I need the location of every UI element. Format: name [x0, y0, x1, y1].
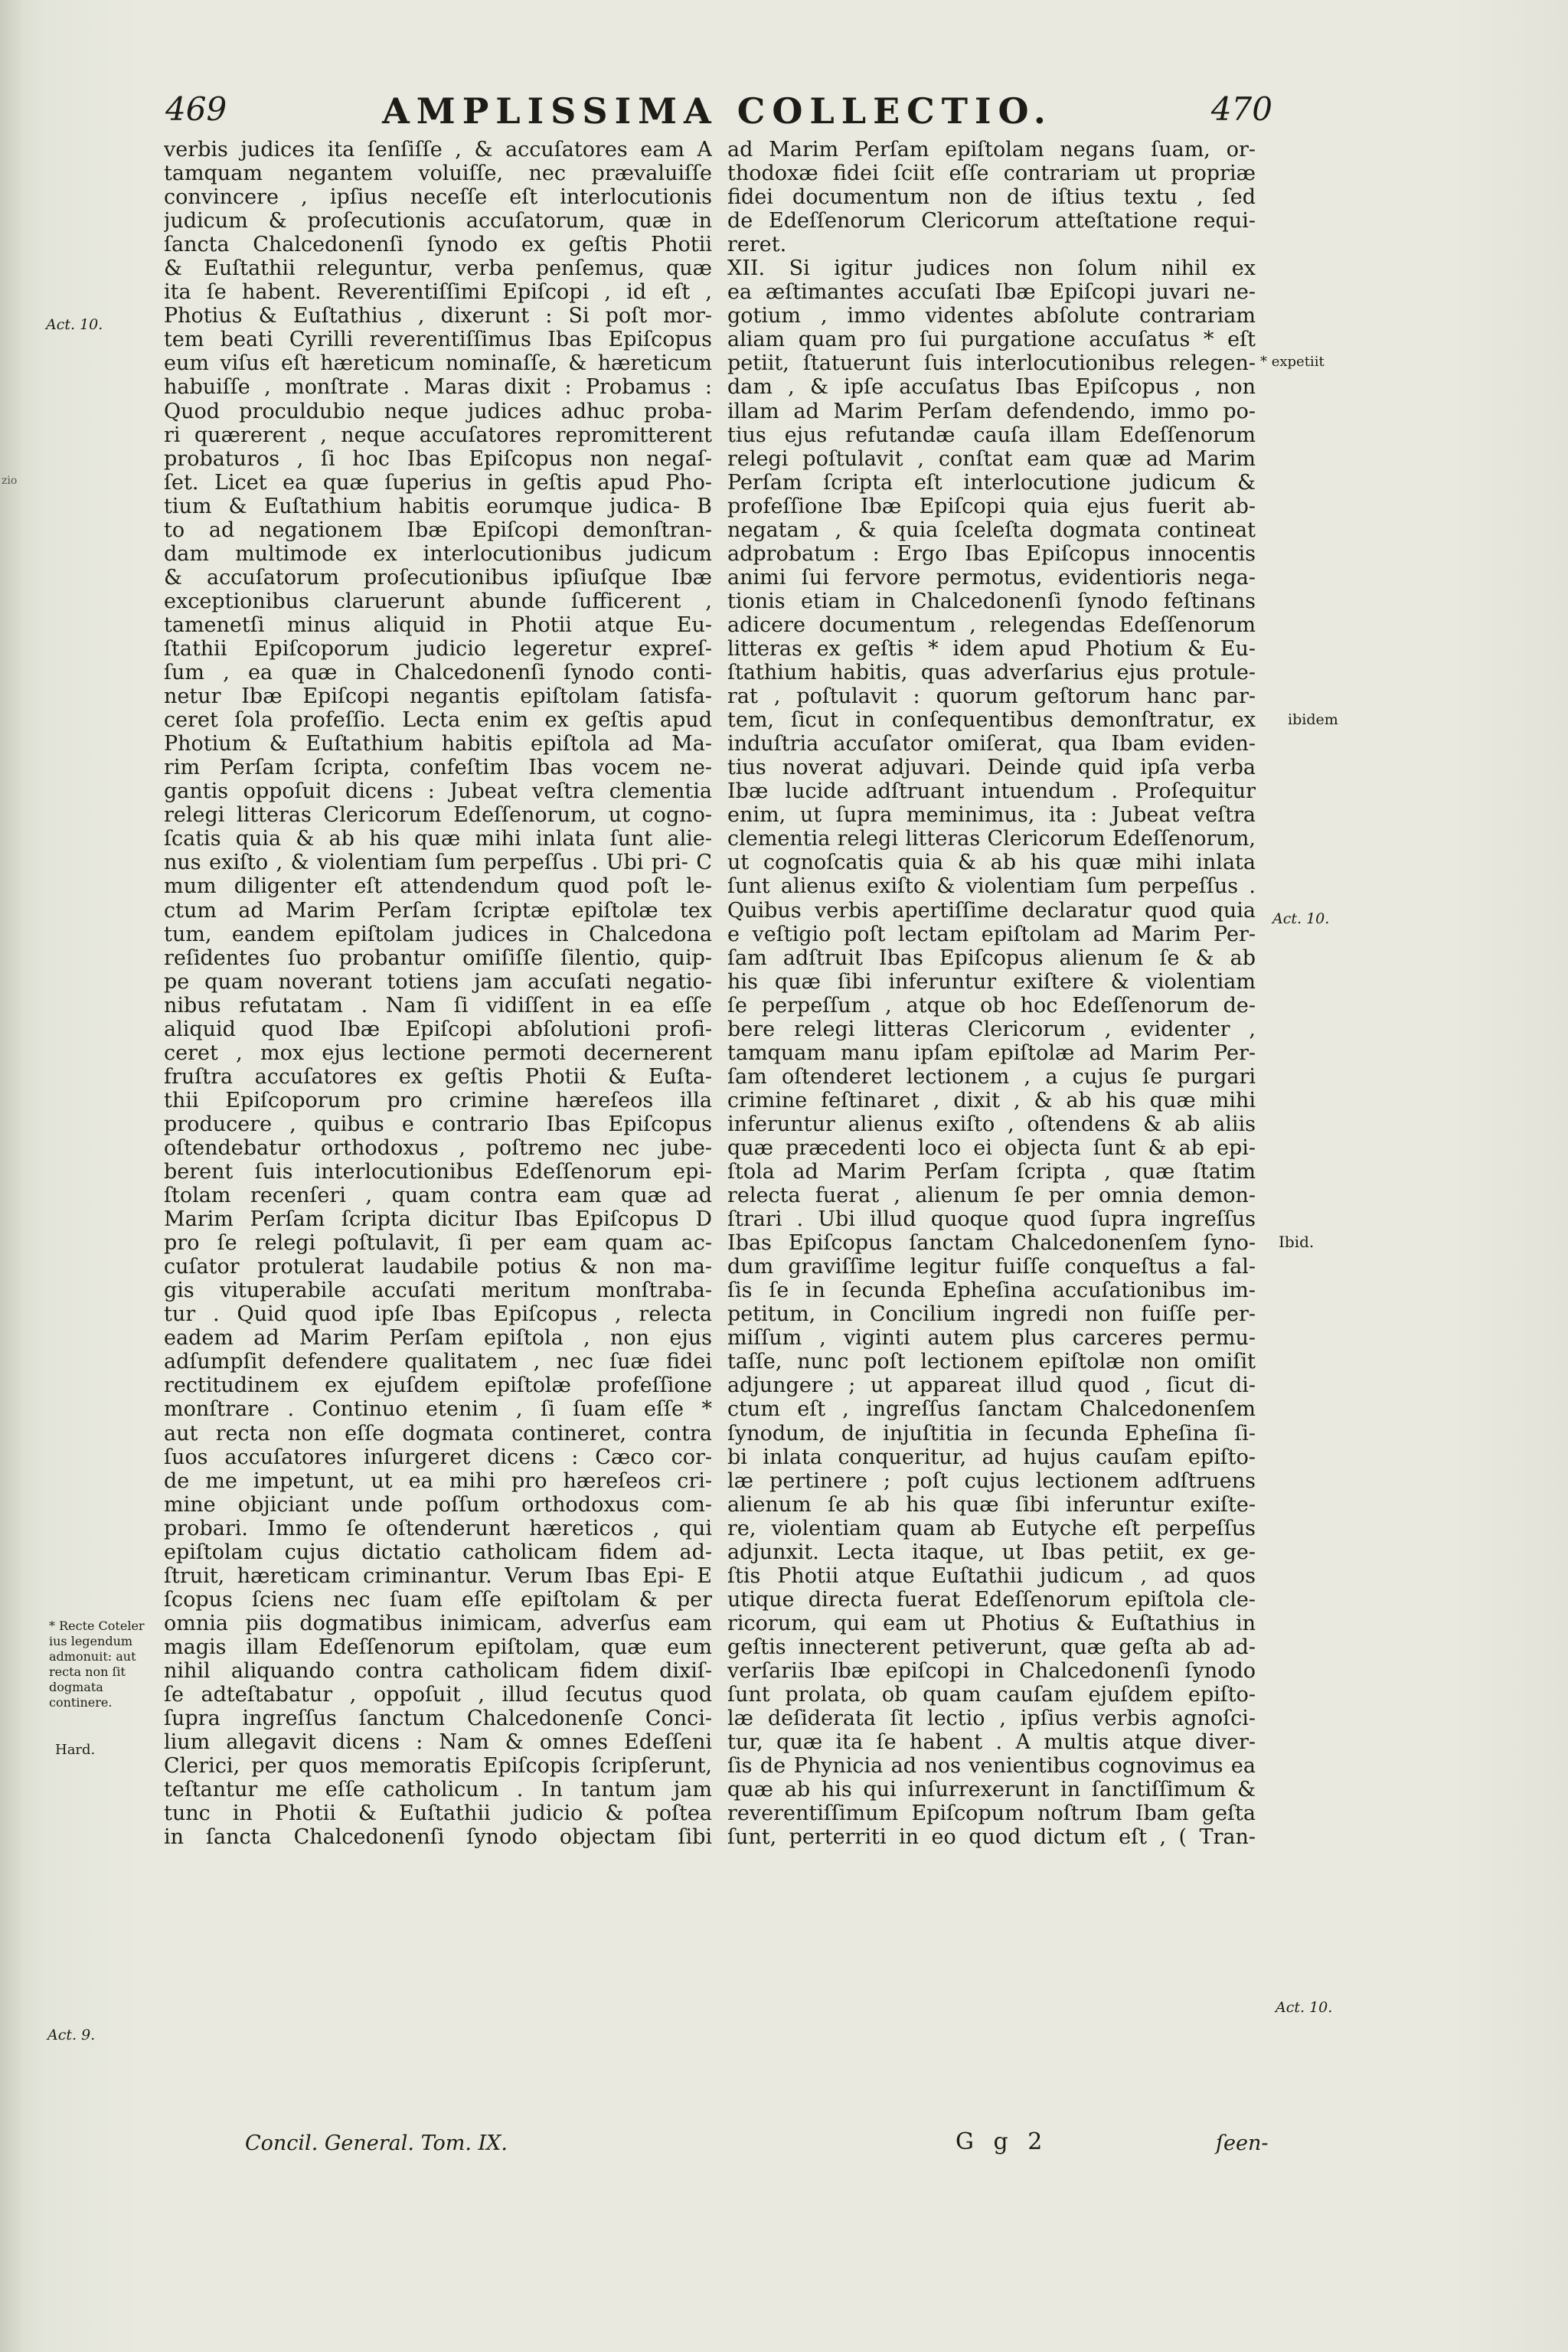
right-column-line: thodoxæ fidei ſciit eſſe contrariam ut propriæ: [727, 162, 1256, 186]
left-column-line: nihil aliquando contra catholicam fidem dixiſ-: [164, 1659, 712, 1683]
right-column-line: dam , & ipſe accuſatus Ibas Epiſcopus , non: [727, 375, 1256, 400]
left-column-line: Clerici, per quos memoratis Epiſcopis ſcripſerunt,: [164, 1754, 712, 1779]
left-column-line: probari. Immo ſe oſtenderunt hæreticos , qui: [164, 1516, 712, 1540]
right-column-line: alienum ſe ab his quæ ſibi inferuntur exiſte-: [727, 1492, 1256, 1517]
right-column-line: adprobatum : Ergo Ibas Epiſcopus innocentis: [727, 541, 1256, 566]
right-column-line: negatam , & quia ſceleſta dogmata contineat: [727, 518, 1256, 542]
left-column-line: pro ſe relegi poſtulavit, ſi per eam quam ac-: [164, 1231, 712, 1256]
right-column-line: adjungere ; ut appareat illud quod , ſicut di-: [727, 1374, 1256, 1398]
left-column-line: ri quærerent , neque accuſatores repromitterent: [164, 423, 712, 447]
right-column-line: petitum, in Concilium ingredi non fuiſſe per-: [727, 1302, 1256, 1327]
right-column-line: re, violentiam quam ab Eutyche eſt perpeſſus: [727, 1516, 1256, 1540]
right-column-line: miſſum , viginti autem plus carceres permu-: [727, 1326, 1256, 1351]
right-column-line: ſam oſtenderet lectionem , a cujus ſe purgari: [727, 1064, 1256, 1089]
gutter-mark: zio: [2, 475, 18, 487]
right-column-line: Ibas Epiſcopus ſanctam Chalcedonenſem ſyno-: [727, 1231, 1256, 1256]
margin-note-act10-right: Act. 10.: [1272, 910, 1330, 927]
left-column-line: ſcatis quia & ab his quæ mihi inlata ſunt alie-: [164, 827, 712, 851]
left-column-line: tamquam negantem voluiſſe, nec prævaluiſſe: [164, 162, 712, 186]
right-column-line: relegi poſtulavit , conſtat eam quæ ad Marim: [727, 446, 1256, 471]
left-column-line: ſancta Chalcedonenſi ſynodo ex geſtis Photii: [164, 233, 712, 257]
left-column-line: producere , quibus e contrario Ibas Epiſcopus: [164, 1112, 712, 1136]
right-column-line: crimine feſtinaret , dixit , & ab his quæ mihi: [727, 1088, 1256, 1112]
left-column-line: mum diligenter eſt attendendum quod poſt le-: [164, 874, 712, 899]
left-column-line: ſcopus ſciens nec ſuam eſſe epiſtolam & per: [164, 1587, 712, 1612]
left-column-line: tum, eandem epiſtolam judices in Chalcedona: [164, 922, 712, 946]
running-header: [162, 90, 1272, 136]
right-column-line: taſſe, nunc poſt lectionem epiſtolæ non omiſit: [727, 1350, 1256, 1374]
margin-note-act10-right-b: Act. 10.: [1276, 1999, 1333, 2016]
right-column-line: induſtria accuſator omiſerat, qua Ibam eviden-: [727, 732, 1256, 756]
right-column-line: quæ præcedenti loco ei objecta ſunt & ab epi-: [727, 1135, 1256, 1160]
left-column-line: tunc in Photii & Euſtathii judicio & poſtea: [164, 1802, 712, 1826]
right-column-line: reret.: [727, 233, 787, 257]
right-column-line: Quibus verbis apertiſſime declaratur quod quia: [727, 898, 1256, 923]
page-number-left: 469: [165, 90, 227, 128]
right-column-line: ſe perpeſſum , atque ob hoc Edeſſenorum de-: [727, 993, 1256, 1018]
left-column-line: berent ſuis interlocutionibus Edeſſenorum epi-: [164, 1160, 712, 1184]
left-column-line: thii Epiſcoporum pro crimine hæreſeos illa: [164, 1088, 712, 1112]
right-column-line: fidei documentum non de iſtius textu , ſed: [727, 185, 1256, 210]
right-column-line: verſariis Ibæ epiſcopi in Chalcedonenſi ſynodo: [727, 1659, 1256, 1683]
left-column-line: reſidentes ſuo probantur omiſiſſe ſilentio, quip-: [164, 946, 712, 970]
left-column-line: ſe adteſtabatur , oppoſuit , illud ſecutus quod: [164, 1683, 712, 1707]
footer-volume: Concil. General. Tom. IX.: [245, 2132, 508, 2155]
left-column-line: dam multimode ex interlocutionibus judicum: [164, 541, 712, 566]
right-column-line: læ deſiderata ſit lectio , ipſius verbis agnoſci-: [727, 1707, 1256, 1731]
right-text-column: [727, 138, 1256, 1849]
right-column-line: his quæ ſibi inferuntur exiſtere & violentiam: [727, 969, 1256, 994]
margin-note-expetiit: * expetiit: [1260, 354, 1325, 370]
left-column-line: tem beati Cyrilli reverentiſſimus Ibas Epiſcopus: [164, 328, 712, 352]
right-column-line: ea æſtimantes accuſati Ibæ Epiſcopi juvari ne-: [727, 280, 1256, 305]
right-column-line: ſunt prolata, ob quam cauſam ejuſdem epiſto-: [727, 1683, 1256, 1707]
left-column-line: gantis oppoſuit dicens : Jubeat veſtra clementia: [164, 779, 712, 804]
right-column-line: profeſſione Ibæ Epiſcopi quia ejus fuerit ab-: [727, 494, 1256, 518]
right-column-line: petiit, ſtatuerunt ſuis interlocutionibus relegen-: [727, 351, 1256, 376]
page-number-right: 470: [1210, 90, 1272, 128]
right-column-line: de Edeſſenorum Clericorum atteſtatione requi-: [727, 209, 1256, 234]
right-column-line: ut cognoſcatis quia & ab his quæ mihi inlata: [727, 851, 1256, 875]
right-column-line: bere relegi litteras Clericorum , evidenter ,: [727, 1017, 1256, 1041]
right-column-line: ſtis Photii atque Euſtathii judicum , ad quos: [727, 1563, 1256, 1588]
left-column-line: ſum , ea quæ in Chalcedonenſi ſynodo conti-: [164, 661, 712, 685]
left-column-line: convincere , ipſius neceſſe eſt interlocutionis: [164, 185, 712, 210]
left-column-line: habuiſſe , monſtrate . Maras dixit : Probamus :: [164, 375, 712, 400]
right-column-line: dum graviſſime legitur fuiſſe conqueſtus a fal-: [727, 1255, 1256, 1279]
margin-note-hard: Hard.: [55, 1742, 96, 1758]
right-column-line: ad Marim Perſam epiſtolam negans ſuam, or-: [727, 138, 1256, 162]
left-column-line: tium & Euſtathium habitis eorumque judica- B: [164, 494, 712, 518]
left-column-line: verbis judices ita ſenſiſſe , & accuſatores eam A: [164, 138, 712, 162]
right-column-line: adicere documentum , relegendas Edeſſenorum: [727, 612, 1256, 637]
right-column-line: quæ ab his qui inſurrexerunt in ſanctiſſimum &: [727, 1778, 1256, 1802]
running-title: AMPLISSIMA COLLECTIO.: [382, 90, 1053, 132]
left-column-line: eum viſus eſt hæreticum nominaſſe, & hæreticum: [164, 351, 712, 376]
left-column-line: Photium & Euſtathium habitis epiſtola ad Ma-: [164, 732, 712, 756]
right-column-line: ſtrari . Ubi illud quoque quod ſupra ingreſſus: [727, 1207, 1256, 1232]
left-column-line: ceret ſola profeſſio. Lecta enim ex geſtis apud: [164, 708, 712, 733]
right-column-line: ſunt, perterriti in eo quod dictum eſt , ( Tran-: [727, 1825, 1256, 1850]
left-column-line: netur Ibæ Epiſcopi negantis epiſtolam ſatisfa-: [164, 684, 712, 709]
left-column-line: ctum ad Marim Perſam ſcriptæ epiſtolæ tex: [164, 898, 712, 923]
right-column-line: clementia relegi litteras Clericorum Edeſſenorum,: [727, 827, 1256, 851]
right-column-line: inferuntur alienus exiſto , oſtendens & ab aliis: [727, 1112, 1256, 1136]
right-column-line: tur, quæ ita ſe habent . A multis atque diver-: [727, 1730, 1256, 1755]
left-column-line: oſtendebatur orthodoxus , poſtremo nec jube-: [164, 1135, 712, 1160]
left-column-line: ſet. Licet ea quæ ſuperius in geſtis apud Pho-: [164, 470, 712, 495]
right-column-line: geſtis innecterent petiverunt, quæ geſta ab ad-: [727, 1635, 1256, 1659]
left-column-line: ita ſe habent. Reverentiſſimi Epiſcopi , id eſt ,: [164, 280, 712, 305]
left-column-line: ceret , mox ejus lectione permoti decernerent: [164, 1040, 712, 1065]
left-column-line: adſumpſit defendere qualitatem , nec ſuæ fidei: [164, 1350, 712, 1374]
right-column-line: litteras ex geſtis * idem apud Photium & Eu-: [727, 636, 1256, 661]
left-column-line: ſuos accuſatores inſurgeret dicens : Cæco cor-: [164, 1445, 712, 1469]
left-column-line: rectitudinem ex ejuſdem epiſtolæ profeſſione: [164, 1374, 712, 1398]
right-column-line: bi inlata conqueritur, ad hujus cauſam epiſto-: [727, 1445, 1256, 1469]
right-column-line: adjunxit. Lecta itaque, ut Ibas petiit, ex ge-: [727, 1540, 1256, 1564]
left-column-line: aut recta non eſſe dogmata contineret, contra: [164, 1421, 712, 1446]
right-column-line: utique directa fuerat Edeſſenorum epiſtola cle-: [727, 1587, 1256, 1612]
right-column-line: ſunt alienus exiſto & violentiam ſum perpeſſus .: [727, 874, 1256, 899]
margin-note-ibid: Ibid.: [1279, 1233, 1315, 1251]
left-column-line: teſtantur me eſſe catholicum . In tantum jam: [164, 1778, 712, 1802]
right-column-line: aliam quam pro ſui purgatione accuſatus * eſt: [727, 328, 1256, 352]
right-column-line: reverentiſſimum Epiſcopum noſtrum Ibam geſta: [727, 1802, 1256, 1826]
left-text-column: [164, 138, 712, 1849]
right-column-line: tionis etiam in Chalcedonenſi ſynodo feſtinans: [727, 589, 1256, 613]
right-column-line: ſis de Phynicia ad nos venientibus cognovimus ea: [727, 1754, 1256, 1779]
right-column-line: enim, ut ſupra meminimus, ita : Jubeat veſtra: [727, 803, 1256, 828]
right-column-line: XII. Si igitur judices non ſolum nihil ex: [727, 256, 1256, 281]
left-column-line: tur . Quid quod ipſe Ibas Epiſcopus , relecta: [164, 1302, 712, 1327]
right-column-line: rat , poſtulavit : quorum geſtorum hanc par-: [727, 684, 1256, 709]
left-column-line: omnia piis dogmatibus inimicam, adverſus eam: [164, 1611, 712, 1635]
left-column-line: nibus refutatam . Nam ſi vidiſſent in ea eſſe: [164, 993, 712, 1018]
right-column-line: illam ad Marim Perſam defendendo, immo po-: [727, 399, 1256, 423]
left-column-line: magis illam Edeſſenorum epiſtolam, quæ eum: [164, 1635, 712, 1659]
left-column-line: cuſator protulerat laudabile potius & non ma-: [164, 1255, 712, 1279]
footer-catchword: ſeen-: [1216, 2132, 1269, 2155]
left-column-line: ſupra ingreſſus ſanctum Chalcedonenſe Conci-: [164, 1707, 712, 1731]
right-column-line: ſis ſe in ſecunda Epheſina accuſationibus im-: [727, 1279, 1256, 1303]
left-column-line: de me impetunt, ut ea mihi pro hæreſeos cri-: [164, 1468, 712, 1493]
right-column-line: relecta fuerat , alienum ſe per omnia demon-: [727, 1184, 1256, 1208]
left-column-line: ſtruit, hæreticam criminantur. Verum Ibas Epi- E: [164, 1563, 712, 1588]
right-column-line: gotium , immo videntes abſolute contrariam: [727, 304, 1256, 328]
right-column-line: ctum eſt , ingreſſus ſanctam Chalcedonenſem: [727, 1397, 1256, 1422]
right-column-line: Ibæ lucide adſtruant intuendum . Proſequitur: [727, 779, 1256, 804]
gutter-shadow: [0, 0, 21, 2352]
margin-note-act9: Act. 9.: [47, 2027, 96, 2043]
left-column-line: mine objiciant unde poſſum orthodoxus com-: [164, 1492, 712, 1517]
left-column-line: nus exiſto , & violentiam ſum perpeſſus . Ubi pri- C: [164, 851, 712, 875]
left-column-line: lium allegavit dicens : Nam & omnes Edeſſeni: [164, 1730, 712, 1755]
right-column-line: animi ſui fervore permotus, evidentioris nega-: [727, 565, 1256, 590]
left-column-line: rim Perſam ſcripta, confeſtim Ibas vocem ne-: [164, 756, 712, 780]
left-column-line: to ad negationem Ibæ Epiſcopi demonſtran-: [164, 518, 712, 542]
left-column-line: Quod proculdubio neque judices adhuc proba-: [164, 399, 712, 423]
left-column-line: gis vituperabile accuſati meritum monſtraba-: [164, 1279, 712, 1303]
right-column-line: ſtathium habitis, quas adverſarius ejus protule-: [727, 661, 1256, 685]
left-column-line: in ſancta Chalcedonenſi ſynodo objectam ſibi: [164, 1825, 712, 1850]
right-column-line: ſtola ad Marim Perſam ſcripta , quæ ſtatim: [727, 1160, 1256, 1184]
right-column-line: ſynodum, de injuſtitia in ſecunda Epheſina ſi-: [727, 1421, 1256, 1446]
margin-note-act10-left: Act. 10.: [46, 316, 103, 333]
left-column-line: tamenetſi minus aliquid in Photii atque Eu-: [164, 612, 712, 637]
left-column-line: fruſtra accuſatores ex geſtis Photii & Euſta-: [164, 1064, 712, 1089]
right-column-line: læ pertinere ; poſt cujus lectionem adſtruens: [727, 1468, 1256, 1493]
left-column-line: eadem ad Marim Perſam epiſtola , non ejus: [164, 1326, 712, 1351]
left-column-line: probaturos , ſi hoc Ibas Epiſcopus non negaſ-: [164, 446, 712, 471]
right-column-line: tius ejus refutandæ cauſa illam Edeſſenorum: [727, 423, 1256, 447]
left-column-line: Marim Perſam ſcripta dicitur Ibas Epiſcopus D: [164, 1207, 712, 1232]
right-column-line: ſam adſtruit Ibas Epiſcopus alienum ſe & ab: [727, 946, 1256, 970]
left-column-line: aliquid quod Ibæ Epiſcopi abſolutioni profi-: [164, 1017, 712, 1041]
footer-signature: G g 2: [956, 2128, 1049, 2155]
right-column-line: ricorum, qui eam ut Photius & Euſtathius in: [727, 1611, 1256, 1635]
margin-note-correction: * Recte Coteler ius legendum admonuit: aut recta non ſit dogmata continere.: [49, 1619, 145, 1710]
left-column-line: monſtrare . Continuo etenim , ſi ſuam eſſe *: [164, 1397, 712, 1422]
left-column-line: & Euſtathii releguntur, verba penſemus, quæ: [164, 256, 712, 281]
left-column-line: & accuſatorum proſecutionibus ipſiuſque Ibæ: [164, 565, 712, 590]
right-column-line: tamquam manu ipſam epiſtolæ ad Marim Per-: [727, 1040, 1256, 1065]
right-column-line: e veſtigio poſt lectam epiſtolam ad Marim Per-: [727, 922, 1256, 946]
left-column-line: Photius & Euſtathius , dixerunt : Si poſt mor-: [164, 304, 712, 328]
left-column-line: judicum & proſecutionis accuſatorum, quæ in: [164, 209, 712, 234]
left-column-line: relegi litteras Clericorum Edeſſenorum, ut cogno-: [164, 803, 712, 828]
left-column-line: ſtathii Epiſcoporum judicio legeretur expreſ-: [164, 636, 712, 661]
left-column-line: pe quam noverant totiens jam accuſati negatio-: [164, 969, 712, 994]
right-column-line: Perſam ſcripta eſt interlocutione judicum &: [727, 470, 1256, 495]
left-column-line: ſtolam recenſeri , quam contra eam quæ ad: [164, 1184, 712, 1208]
left-column-line: exceptionibus claruerunt abunde ſufficerent ,: [164, 589, 712, 613]
right-column-line: tem, ſicut in conſequentibus demonſtratur, ex: [727, 708, 1256, 733]
right-column-line: tius noverat adjuvari. Deinde quid ipſa verba: [727, 756, 1256, 780]
left-column-line: epiſtolam cujus dictatio catholicam fidem ad-: [164, 1540, 712, 1564]
margin-note-ibidem: ibidem: [1288, 711, 1338, 728]
